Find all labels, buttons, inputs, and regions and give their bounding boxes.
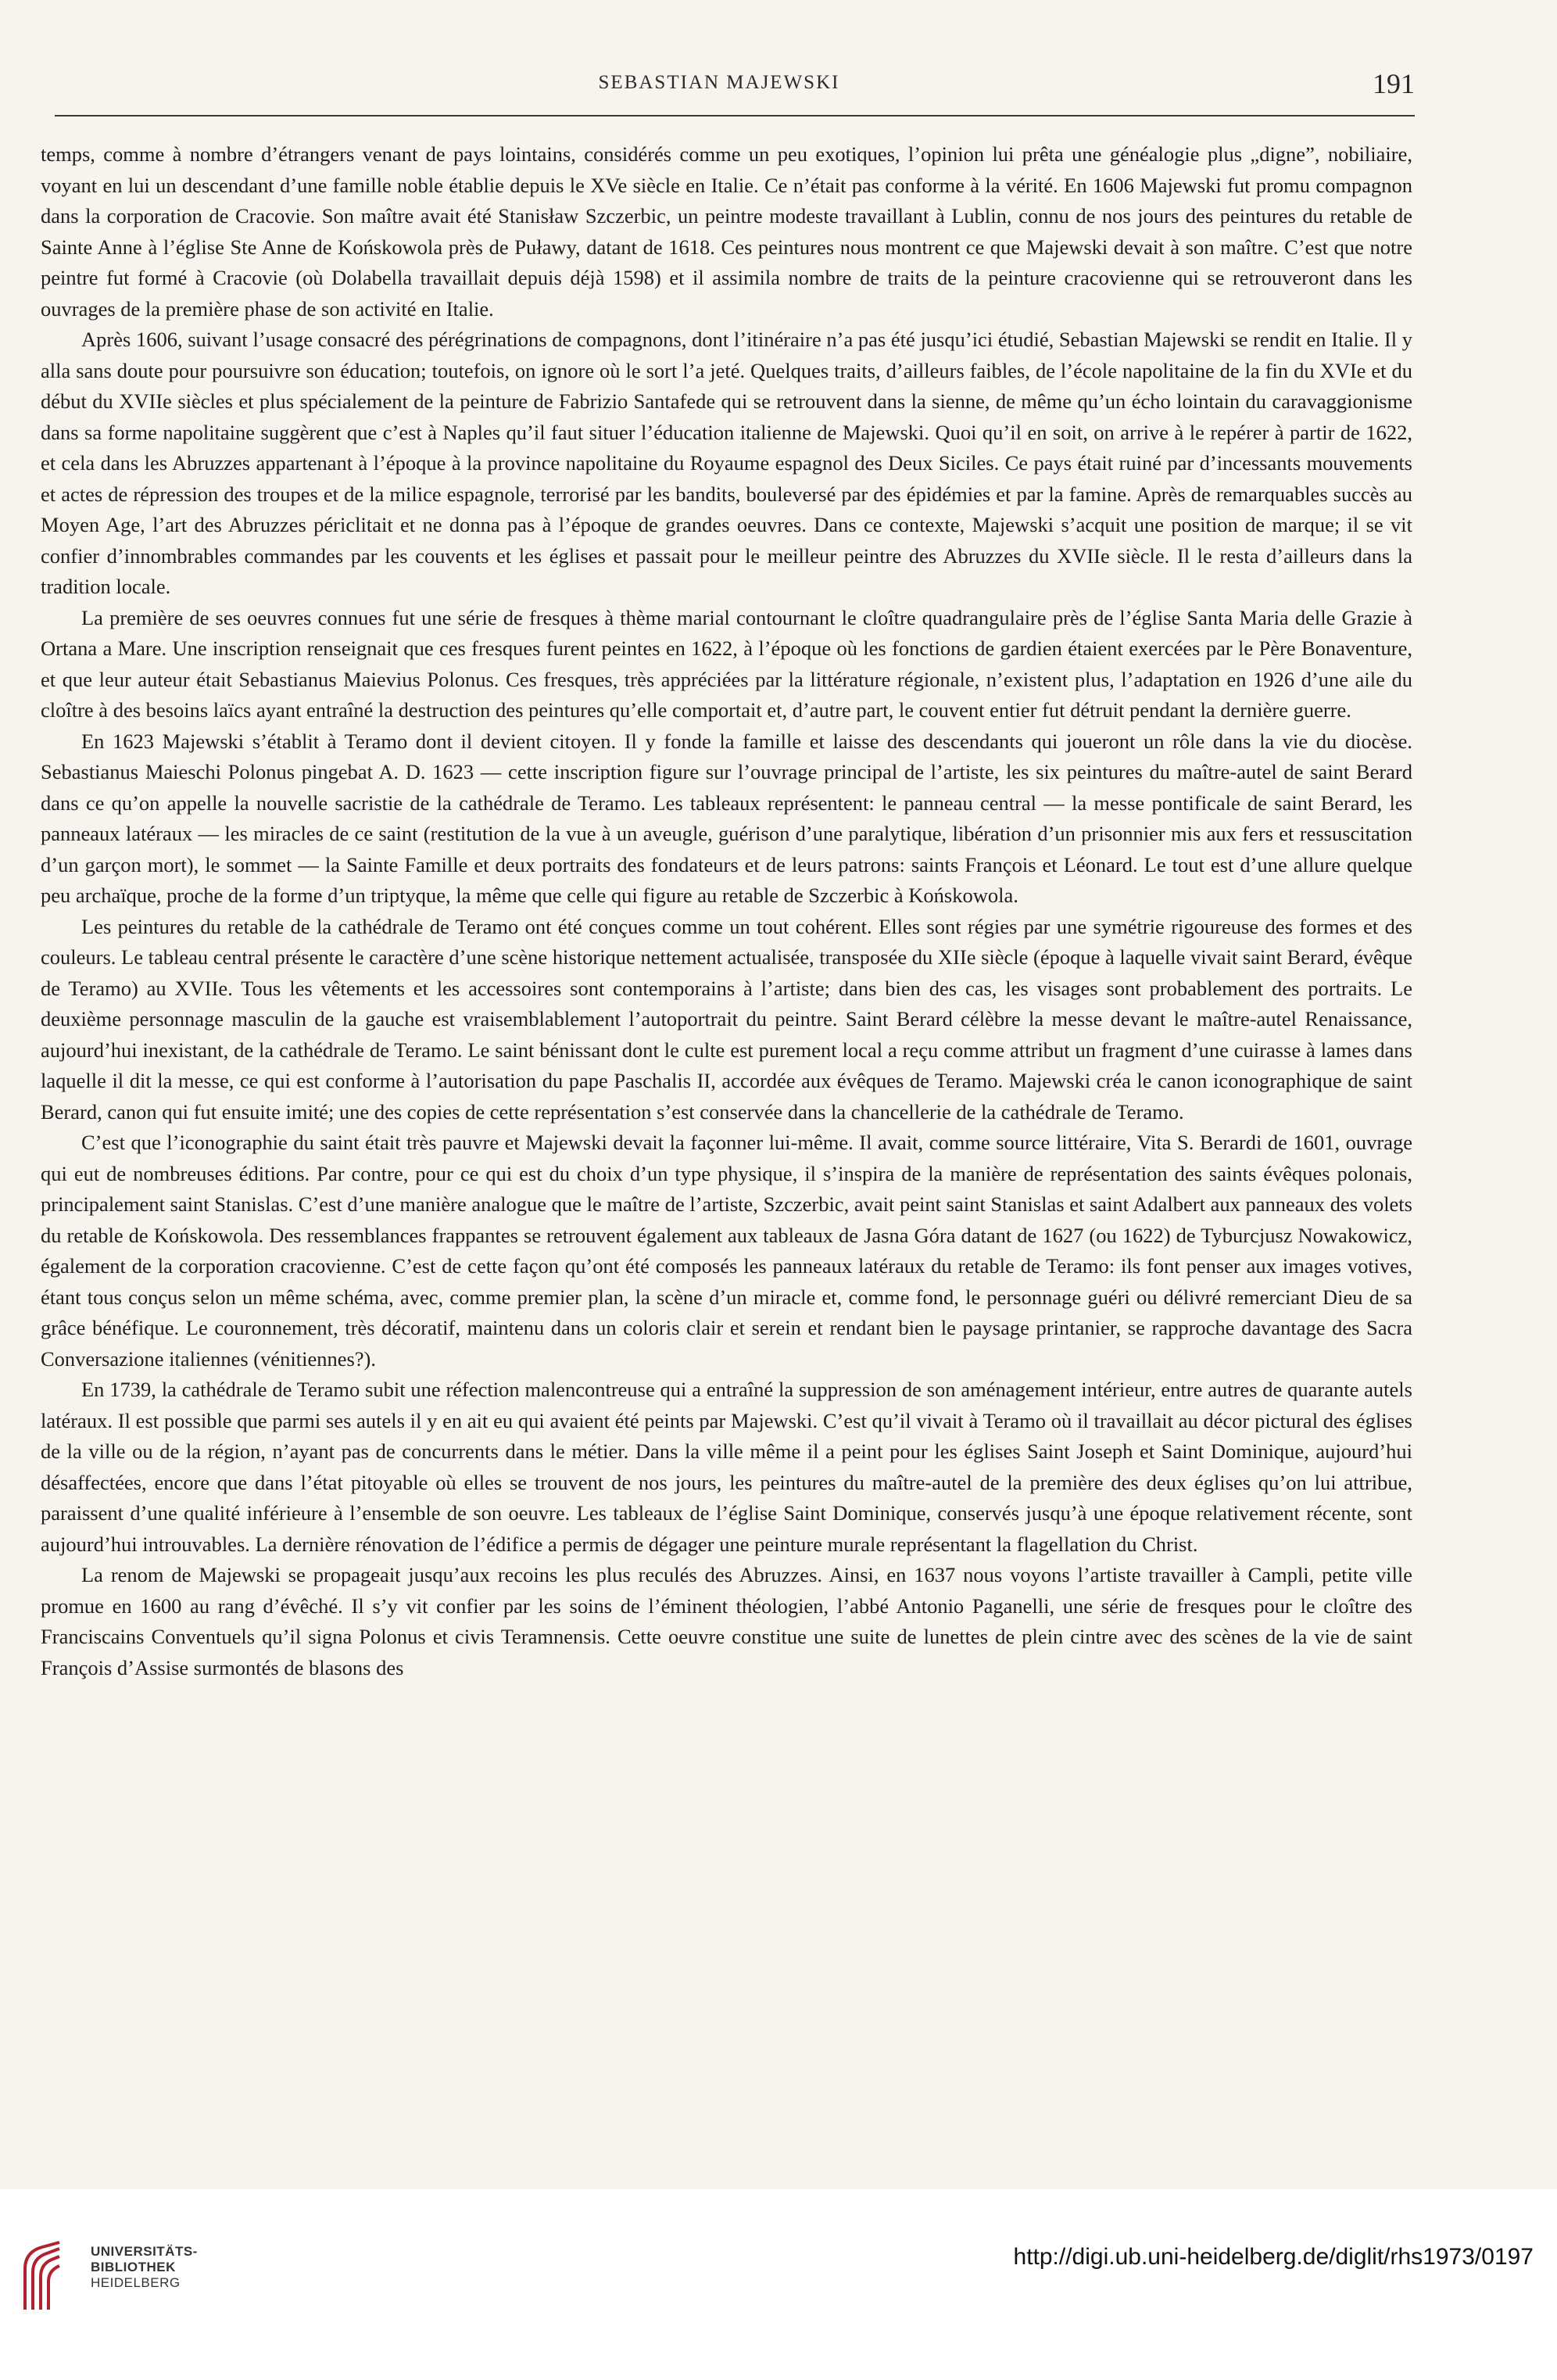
library-logo-icon <box>19 2241 66 2311</box>
running-title: SEBASTIAN MAJEWSKI <box>598 72 840 93</box>
paragraph: Après 1606, suivant l’usage consacré des pérégrinations de compagnons, dont l’itinéraire n’a pas été jusqu’ici étudié, Sebastian Majewski se rendit en Italie. Il y alla sans doute pour poursuivre son éducation; toutefois, on ignore où le sort l’a jeté. Quelques traits, d’ailleurs faibles, de l’école napolitaine de la fin du XVIe et du début du XVIIe siècles et plus spécialement de la peinture de Fabrizio Santafede qui se retrouvent dans la sienne, de même qu’un écho lointain du caravaggionisme dans sa forme napolitaine suggèrent que c’est à Naples qu’il faut situer l’éducation italienne de Majewski. Quoi qu’il en soit, on arrive à le repérer à partir de 1622, et cela dans les Abruzzes appartenant à l’époque à la province napolitaine du Royaume espagnol des Deux Siciles. Ce pays était ruiné par d’incessants mouvements et actes de répression des troupes et de la milice espagnole, terrorisé par les bandits, bouleversé par des épidémies et par la famine. Après de remarquables succès au Moyen Age, l’art des Abruzzes périclitait et ne donna pas à l’époque de grandes oeuvres. Dans ce contexte, Majewski s’acquit une position de marque; il se vit confier d’innombrables commandes par les couvents et les églises et passait pour le meilleur peintre des Abruzzes du XVIIe siècle. Il le resta d’ailleurs dans la tradition locale. <box>41 328 1412 598</box>
library-name-line: HEIDELBERG <box>91 2275 181 2290</box>
running-head <box>31 68 1415 106</box>
paragraph: En 1623 Majewski s’établit à Teramo dont il devient citoyen. Il y fonde la famille et laisse des descendants qui joueront un rôle dans la vie du diocèse. Sebastianus Maieschi Polonus pingebat A. D. 1623 — cette inscription figure sur l’ouvrage principal de l’artiste, les six peintures du maître-autel de saint Berard dans ce qu’on appelle la nouvelle sacristie de la cathédrale de Teramo. Les tableaux représentent: le panneau central — la messe pontificale de saint Berard, les panneaux latéraux — les miracles de ce saint (restitution de la vue à un aveugle, guérison d’une paralytique, libération d’un prisonnier mis aux fers et ressuscitation d’un garçon mort), le sommet — la Sainte Famille et deux portraits des fondateurs et de leurs patrons: saints François et Léonard. Le tout est d’une allure quelque peu archaïque, proche de la forme d’un triptyque, la même que celle qui figure au retable de Szczerbic à Końskowola. <box>41 729 1412 907</box>
paragraph: La première de ses oeuvres connues fut une série de fresques à thème marial contournant le cloître quadrangulaire près de l’église Santa Maria delle Grazie à Ortana a Mare. Une inscription renseignait que ces fresques furent peintes en 1622, à l’époque où les fonctions de gardien étaient exercées par le Père Bonaventure, et que leur auteur était Sebastianus Maievius Polonus. Ces fresques, très appréciées par la littérature régionale, n’existent plus, l’adaptation en 1926 d’une aile du cloître à des besoins laïcs ayant entraîné la destruction des peintures qu’elle comportait et, d’autre part, le couvent entier fut détruit pendant la dernière guerre. <box>41 605 1412 722</box>
library-name-line: BIBLIOTHEK <box>91 2260 176 2274</box>
library-name-line: UNIVERSITÄTS- <box>91 2244 198 2259</box>
paragraph: temps, comme à nombre d’étrangers venant de pays lointains, considérés comme un peu exotiques, l’opinion lui prêta une généalogie plus „digne”, nobiliaire, voyant en lui un descendant d’une famille noble établie depuis le XVe siècle en Italie. Ce n’était pas conforme à la vérité. En 1606 Majewski fut promu compagnon dans la corporation de Cracovie. Son maître avait été Stanisław Szczerbic, un peintre modeste travaillant à Lublin, connu de nos jours des peintures du retable de Sainte Anne à l’église Ste Anne de Końskowola près de Puławy, datant de 1618. Ces peintures nous montrent ce que Majewski devait à son maître. C’est que notre peintre fut formé à Cracovie (où Dolabella travaillait depuis déjà 1598) et il assimila nombre de traits de la peinture cracovienne qui se retrouveront dans les ouvrages de la première phase de son activité en Italie. <box>41 142 1412 321</box>
paragraph: La renom de Majewski se propageait jusqu’aux recoins les plus reculés des Abruzzes. Ainsi, en 1637 nous voyons l’artiste travailler à Campli, petite ville promue en 1600 au rang d’évêché. Il s’y vit confier par les soins de l’éminent théologien, l’abbé Antonio Paganelli, une série de fresques pour le cloître des Franciscains Conventuels qu’il signa Polonus et civis Teramnensis. Cette oeuvre constitue une suite de lunettes de plein cintre avec des scènes de la vie de saint François d’Assise surmontés de blasons des <box>41 1563 1412 1679</box>
page-number: 191 <box>1373 68 1415 99</box>
body-text <box>41 139 1412 1683</box>
library-name <box>91 2244 198 2291</box>
source-url-link[interactable]: http://digi.ub.uni-heidelberg.de/diglit/rhs1973/0197 <box>1013 2244 1534 2270</box>
footer <box>0 2189 1557 2380</box>
paragraph: Les peintures du retable de la cathédrale de Teramo ont été conçues comme un tout cohérent. Elles sont régies par une symétrie rigoureuse des formes et des couleurs. Le tableau central présente le caractère d’une scène historique nettement actualisée, transposée du XIIe siècle (époque à laquelle vivait saint Berard, évêque de Teramo) au XVIIe. Tous les vêtements et les accessoires sont contemporains à l’artiste; dans bien des cas, les visages sont probablement des portraits. Le deuxième personnage masculin de la gauche est vraisemblablement l’autoportrait du peintre. Saint Berard célèbre la messe devant le maître-autel Renaissance, aujourd’hui inexistant, de la cathédrale de Teramo. Le saint bénissant dont le culte est purement local a reçu comme attribut un fragment d’une cuirasse à lames dans laquelle il dit la messe, ce qui est conforme à l’autorisation du pape Paschalis II, accordée aux évêques de Teramo. Majewski créa le canon iconographique de saint Berard, canon qui fut ensuite imité; une des copies de cette représentation s’est conservée dans la chancellerie de la cathédrale de Teramo. <box>41 914 1412 1124</box>
paragraph: En 1739, la cathédrale de Teramo subit une réfection malencontreuse qui a entraîné la suppression de son aménagement intérieur, entre autres de quarante autels latéraux. Il est possible que parmi ses autels il y en ait eu qui avaient été peints par Majewski. C’est qu’il vivait à Teramo où il travaillait au décor pictural des églises de la ville ou de la région, n’ayant pas de concurrents dans le métier. Dans la ville même il a peint pour les églises Saint Joseph et Saint Dominique, aujourd’hui désaffectées, encore que dans l’état pitoyable où elles se trouvent de nos jours, les peintures du maître-autel de la première des deux églises qu’on lui attribue, paraissent d’une qualité inférieure à l’ensemble de son oeuvre. Les tableaux de l’église Saint Dominique, conservés jusqu’à une époque relativement récente, sont aujourd’hui introuvables. La dernière rénovation de l’édifice a permis de dégager une peinture murale représentant la flagellation du Christ. <box>41 1378 1412 1556</box>
header-rule <box>55 115 1415 116</box>
paragraph: C’est que l’iconographie du saint était très pauvre et Majewski devait la façonner lui-même. Il avait, comme source littéraire, Vita S. Berardi de 1601, ouvrage qui eut de nombreuses éditions. Par contre, pour ce qui est du choix d’un type physique, il s’inspira de la manière de représentation des saints évêques polonais, principalement saint Stanislas. C’est d’une manière analogue que le maître de l’artiste, Szczerbic, avait peint saint Stanislas et saint Adalbert aux panneaux des volets du retable de Końskowola. Des ressemblances frappantes se retrouvent également aux tableaux de Jasna Góra datant de 1627 (ou 1622) de Tyburcjusz Nowakowicz, également de la corporation cracovienne. C’est de cette façon qu’ont été composés les panneaux latéraux du retable de Teramo: ils font penser aux images votives, étant tous conçus selon un même schéma, avec, comme premier plan, la scène d’un miracle et, comme fond, le personnage guéri ou délivré remerciant Dieu de sa grâce bénéfique. Le couronnement, très décoratif, maintenu dans un coloris clair et serein et rendant bien le paysage printanier, se rapproche davantage des Sacra Conversazione italiennes (vénitiennes?). <box>41 1131 1412 1371</box>
